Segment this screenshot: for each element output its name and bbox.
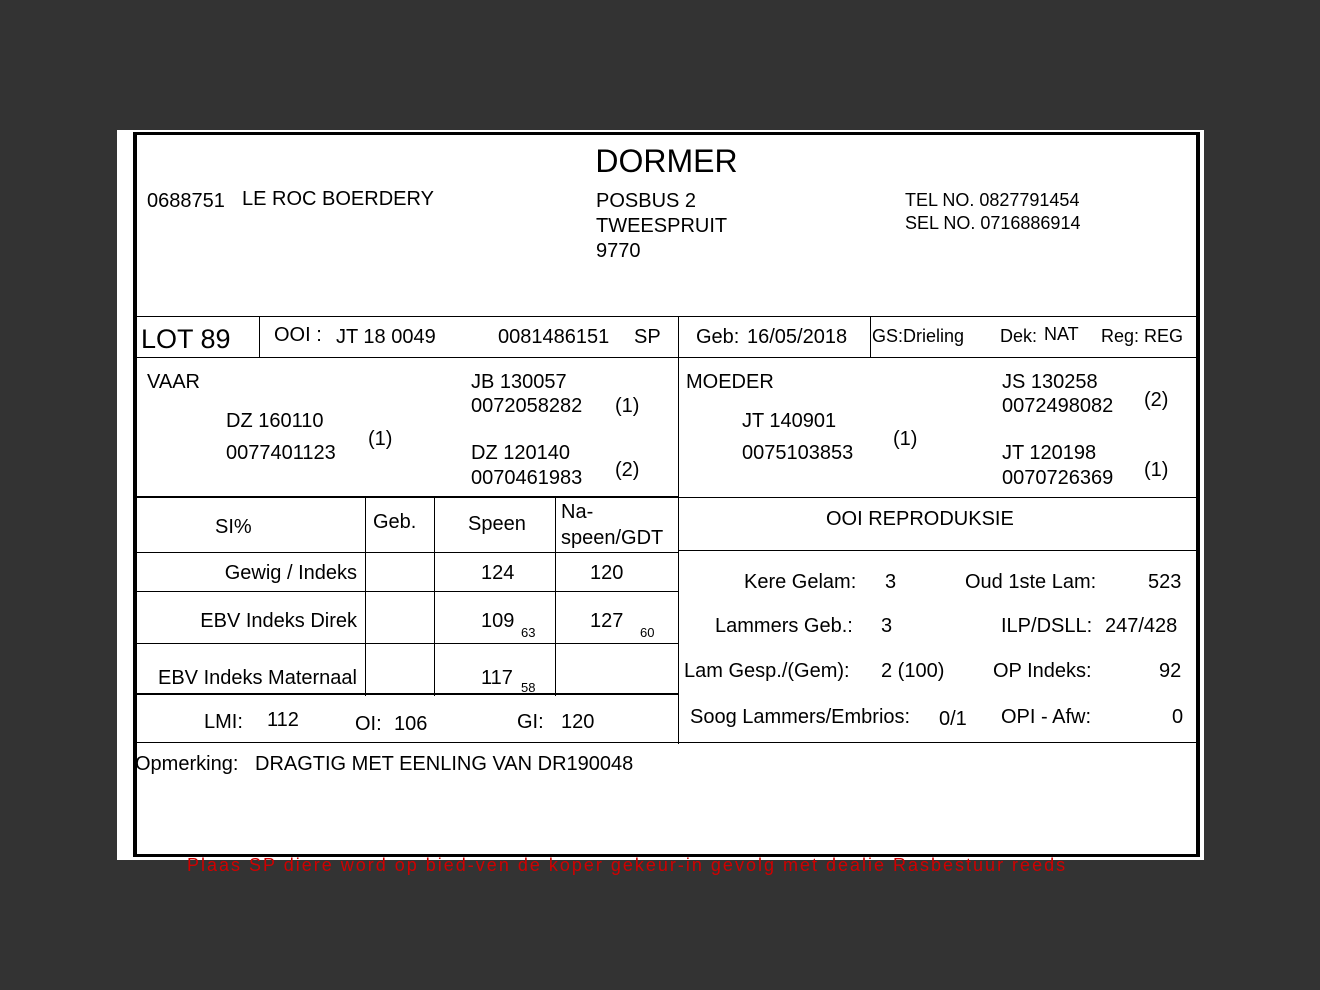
repro-divider xyxy=(678,550,1196,551)
row-gewig-label: Gewig / Indeks xyxy=(224,562,357,584)
oi-label: OI: xyxy=(355,713,382,735)
vaar-sire-id: JB 130057 xyxy=(471,371,567,393)
si-col-divider-3 xyxy=(555,496,556,696)
dek-label: Dek: xyxy=(1000,326,1038,346)
row-direk-label: EBV Indeks Direk xyxy=(200,610,357,632)
moeder-id: JT 140901 xyxy=(742,410,837,432)
moeder-label: MOEDER xyxy=(686,371,774,393)
ooi-reg-suffix: SP xyxy=(634,326,661,348)
footer-red-text-clipped xyxy=(187,851,1147,875)
lot-number: LOT 89 xyxy=(141,324,231,354)
geb-label: Geb: xyxy=(696,326,740,348)
oud-1ste-lam-label: Oud 1ste Lam: xyxy=(965,571,1097,593)
soog-label: Soog Lammers/Embrios: xyxy=(690,706,911,728)
dek-value: NAT xyxy=(1044,324,1079,344)
row-direk-speen: 109 xyxy=(481,610,515,632)
si-col-divider-1 xyxy=(365,496,366,696)
vaar-sire-no: 0072058282 xyxy=(471,395,583,417)
owner-code: 0688751 xyxy=(147,190,225,212)
moeder-no: 0075103853 xyxy=(742,442,854,464)
vaar-id: DZ 160110 xyxy=(226,410,324,432)
moeder-sire-id: JS 130258 xyxy=(1002,371,1098,393)
lammers-geb-value: 3 xyxy=(881,615,893,637)
vaar-sire-grade: (1) xyxy=(615,395,640,417)
ooi-id: JT 18 0049 xyxy=(336,326,436,348)
si-col-divider-2 xyxy=(434,496,435,696)
reg-value: REG xyxy=(1144,326,1184,346)
row-direk-speen-acc: 63 xyxy=(521,625,536,640)
vaar-label: VAAR xyxy=(147,371,200,393)
naspeen-header-line-2: speen/GDT xyxy=(561,527,664,549)
moeder-dam-no: 0070726369 xyxy=(1002,467,1114,489)
si-row-divider-3 xyxy=(137,643,678,644)
geb-date: 16/05/2018 xyxy=(747,326,848,348)
reg-label: Reg: xyxy=(1101,326,1140,346)
row-maternaal-speen-acc: 58 xyxy=(521,680,536,695)
lam-gesp-value: 2 (100) xyxy=(881,660,945,682)
si-row-divider-1 xyxy=(137,552,678,553)
lam-gesp-label: Lam Gesp./(Gem): xyxy=(684,660,850,682)
moeder-grade: (1) xyxy=(893,428,918,450)
divider-lot-top xyxy=(137,316,1196,317)
divider-lot-1 xyxy=(259,316,260,357)
si-row-divider-2 xyxy=(137,591,678,592)
kere-gelam-label: Kere Gelam: xyxy=(744,571,857,593)
row-gewig-naspeen: 120 xyxy=(590,562,624,584)
oi-value: 106 xyxy=(394,713,428,735)
address-line-2: TWEESPRUIT xyxy=(596,215,728,237)
tel-number: TEL NO. 0827791454 xyxy=(905,190,1080,210)
row-direk-naspeen-acc: 60 xyxy=(640,625,655,640)
gi-value: 120 xyxy=(561,711,595,733)
repro-title: OOI REPRODUKSIE xyxy=(826,508,1014,530)
address-line-1: POSBUS 2 xyxy=(596,190,697,212)
gs-value: Drieling xyxy=(903,326,965,346)
divider-center xyxy=(678,316,679,744)
opi-afw-label: OPI - Afw: xyxy=(1001,706,1092,728)
naspeen-header-line-1: Na- xyxy=(561,501,594,523)
moeder-sire-no: 0072498082 xyxy=(1002,395,1114,417)
vaar-dam-no: 0070461983 xyxy=(471,467,583,489)
row-direk-naspeen: 127 xyxy=(590,610,624,632)
vaar-grade: (1) xyxy=(368,428,393,450)
lammers-geb-label: Lammers Geb.: xyxy=(715,615,853,637)
geb-header: Geb. xyxy=(373,511,417,533)
moeder-dam-id: JT 120198 xyxy=(1002,442,1097,464)
row-maternaal-speen: 117 xyxy=(481,667,513,689)
divider-lot-bottom xyxy=(137,357,1196,358)
vaar-no: 0077401123 xyxy=(226,442,336,464)
address-line-3: 9770 xyxy=(596,240,641,262)
divider-lot-3 xyxy=(870,316,871,357)
footer-red-text: Plaas SP diere word op bied-ven de koper gekeur-in gevolg met dealie Rasbestuur reeds xyxy=(187,855,1068,875)
row-maternaal-label: EBV Indeks Maternaal xyxy=(158,667,357,689)
gi-label: GI: xyxy=(517,711,544,733)
soog-value: 0/1 xyxy=(939,708,967,730)
ooi-reg-no: 0081486151 xyxy=(498,326,610,348)
speen-header: Speen xyxy=(468,513,526,535)
lmi-value: 112 xyxy=(267,709,299,731)
divider-pedigree-bottom-left xyxy=(137,496,679,498)
op-indeks-label: OP Indeks: xyxy=(993,660,1092,682)
opi-afw-value: 0 xyxy=(1172,706,1184,728)
vaar-dam-id: DZ 120140 xyxy=(471,442,570,464)
op-indeks-value: 92 xyxy=(1159,660,1182,682)
opmerking-label: Opmerking: xyxy=(135,753,239,775)
lot-card xyxy=(133,132,1200,857)
ooi-label: OOI : xyxy=(274,324,322,346)
oud-1ste-lam-value: 523 xyxy=(1148,571,1182,593)
opmerking-text: DRAGTIG MET EENLING VAN DR190048 xyxy=(255,753,634,775)
si-row-divider-4 xyxy=(137,693,679,695)
owner-name: LE ROC BOERDERY xyxy=(242,188,434,210)
moeder-sire-grade: (2) xyxy=(1144,389,1169,411)
vaar-dam-grade: (2) xyxy=(615,459,640,481)
sel-number: SEL NO. 0716886914 xyxy=(905,213,1081,233)
divider-pedigree-bottom-right xyxy=(678,497,1196,498)
moeder-dam-grade: (1) xyxy=(1144,459,1169,481)
breed-title: DORMER xyxy=(595,143,738,179)
ilp-dsll-value: 247/428 xyxy=(1105,615,1178,637)
gs-label: GS: xyxy=(872,326,904,346)
lmi-label: LMI: xyxy=(204,711,243,733)
row-gewig-speen: 124 xyxy=(481,562,515,584)
bottom-section-divider xyxy=(137,742,1196,743)
kere-gelam-value: 3 xyxy=(885,571,897,593)
catalogue-page xyxy=(117,130,1204,875)
ilp-dsll-label: ILP/DSLL: xyxy=(1001,615,1093,637)
si-header: SI% xyxy=(215,516,252,538)
